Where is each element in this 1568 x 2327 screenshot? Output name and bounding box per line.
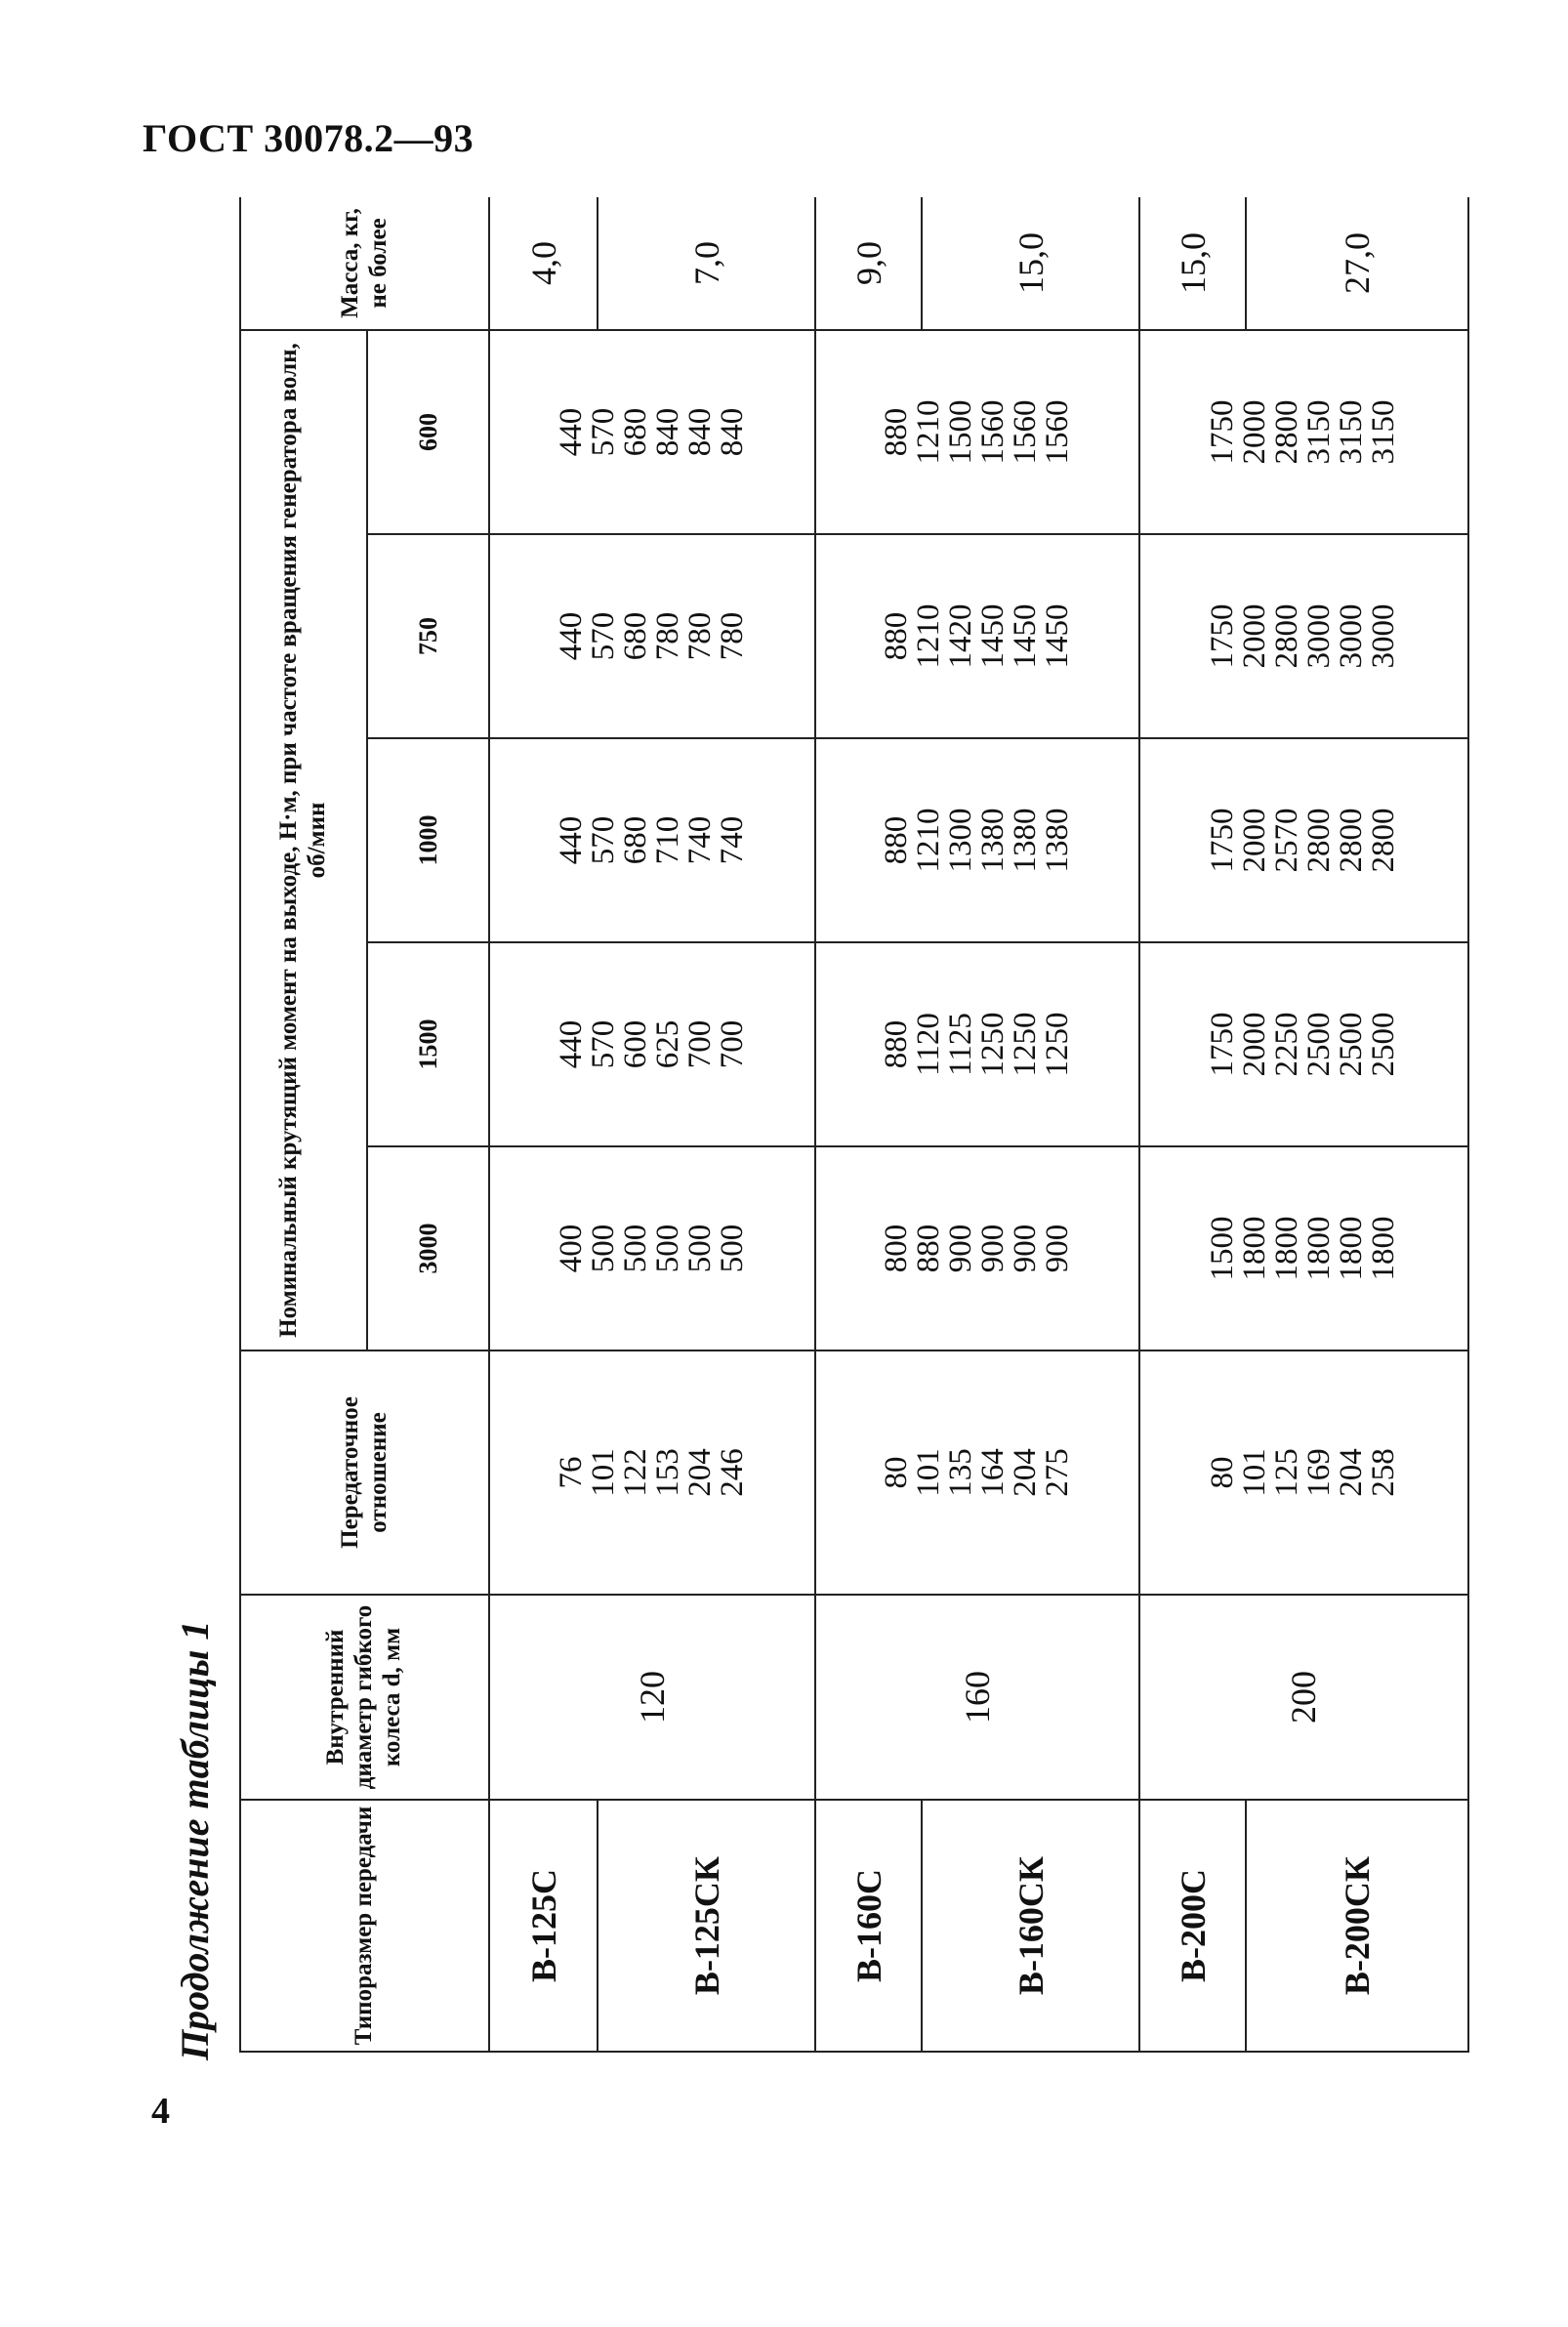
ratio-cell — [489, 1350, 815, 1595]
value: 570 — [585, 1019, 621, 1069]
data-table — [239, 197, 1469, 2053]
torque-cell — [489, 534, 815, 738]
value: 880 — [910, 1224, 946, 1273]
value: 2000 — [1237, 399, 1273, 465]
value: 1500 — [942, 399, 978, 465]
value: 1125 — [942, 1013, 978, 1076]
value: 3150 — [1334, 399, 1370, 465]
value: 1450 — [1007, 603, 1043, 669]
value: 3000 — [1366, 603, 1402, 669]
value: 570 — [585, 611, 621, 661]
value: 246 — [714, 1448, 750, 1497]
value: 125 — [1269, 1448, 1305, 1497]
mass-cell: 15,0 — [922, 197, 1139, 330]
header-speed-1500: 1500 — [367, 942, 489, 1146]
value: 2000 — [1237, 1012, 1273, 1077]
table-body — [489, 197, 1468, 2052]
torque-cell — [815, 534, 1139, 738]
value: 900 — [1007, 1224, 1043, 1273]
diameter-cell: 160 — [815, 1595, 1139, 1800]
value: 1800 — [1301, 1216, 1338, 1281]
value: 880 — [878, 815, 914, 865]
torque-cell — [815, 738, 1139, 942]
value: 1210 — [910, 399, 946, 465]
value: 440 — [553, 407, 589, 457]
value: 1300 — [942, 808, 978, 873]
value: 80 — [1205, 1456, 1241, 1489]
table-container — [239, 197, 1469, 2053]
value: 700 — [681, 1019, 718, 1069]
value: 1250 — [974, 1012, 1011, 1077]
value: 101 — [1237, 1448, 1273, 1497]
document-header: ГОСТ 30078.2—93 — [143, 116, 475, 160]
value: 840 — [714, 407, 750, 457]
value: 740 — [681, 815, 718, 865]
value: 1750 — [1205, 399, 1241, 465]
value: 570 — [585, 407, 621, 457]
page-number: 4 — [151, 2091, 170, 2132]
value: 204 — [681, 1448, 718, 1497]
value: 2570 — [1269, 808, 1305, 873]
value: 204 — [1007, 1448, 1043, 1497]
value: 800 — [878, 1224, 914, 1273]
value: 80 — [878, 1456, 914, 1489]
header-type: Типоразмер передачи — [240, 1800, 489, 2052]
value: 3150 — [1366, 399, 1402, 465]
mass-cell: 27,0 — [1246, 197, 1468, 330]
value: 1380 — [1039, 808, 1075, 873]
header-mass: Масса, кг, не более — [240, 197, 489, 330]
value: 169 — [1301, 1448, 1338, 1497]
torque-cell — [815, 942, 1139, 1146]
value: 500 — [585, 1224, 621, 1273]
value: 1250 — [1007, 1012, 1043, 1077]
value: 1250 — [1039, 1012, 1075, 1077]
value: 880 — [878, 611, 914, 661]
value: 1210 — [910, 808, 946, 873]
value: 880 — [878, 407, 914, 457]
value: 101 — [585, 1448, 621, 1497]
diameter-cell: 120 — [489, 1595, 815, 1800]
mass-cell: 4,0 — [489, 197, 598, 330]
value: 1750 — [1205, 808, 1241, 873]
value: 440 — [553, 815, 589, 865]
mass-cell: 9,0 — [815, 197, 922, 330]
value: 880 — [878, 1019, 914, 1069]
value: 1800 — [1334, 1216, 1370, 1281]
value: 258 — [1366, 1448, 1402, 1497]
value: 1750 — [1205, 1012, 1241, 1077]
header-speed-600: 600 — [367, 330, 489, 534]
value: 3000 — [1301, 603, 1338, 669]
table-row — [489, 197, 598, 2052]
value: 2500 — [1301, 1012, 1338, 1077]
value: 164 — [974, 1448, 1011, 1497]
value: 3000 — [1334, 603, 1370, 669]
torque-cell — [1139, 330, 1468, 534]
value: 2800 — [1269, 603, 1305, 669]
type-cell: В-160СК — [922, 1800, 1139, 2052]
torque-cell — [489, 942, 815, 1146]
value: 135 — [942, 1448, 978, 1497]
table-caption: Продолжение таблицы 1 — [173, 1620, 217, 2060]
mass-cell: 7,0 — [598, 197, 815, 330]
value: 204 — [1334, 1448, 1370, 1497]
value: 2800 — [1334, 808, 1370, 873]
torque-cell — [1139, 738, 1468, 942]
torque-cell — [1139, 1146, 1468, 1350]
value: 1800 — [1366, 1216, 1402, 1281]
value: 900 — [1039, 1224, 1075, 1273]
diameter-cell: 200 — [1139, 1595, 1468, 1800]
torque-cell — [1139, 942, 1468, 1146]
value: 1750 — [1205, 603, 1241, 669]
type-cell: В-125СК — [598, 1800, 815, 2052]
ratio-cell — [815, 1350, 1139, 1595]
table-row — [815, 197, 922, 2052]
torque-cell — [1139, 534, 1468, 738]
header-speed-750: 750 — [367, 534, 489, 738]
header-diameter: Внутренний диаметр гибкого колеса d, мм — [240, 1595, 489, 1800]
table-row — [1139, 197, 1246, 2052]
value: 1210 — [910, 603, 946, 669]
value: 600 — [617, 1019, 653, 1069]
value: 1560 — [1039, 399, 1075, 465]
value: 680 — [617, 815, 653, 865]
mass-cell: 15,0 — [1139, 197, 1246, 330]
torque-cell — [489, 330, 815, 534]
value: 1500 — [1205, 1216, 1241, 1281]
value: 2800 — [1301, 808, 1338, 873]
value: 625 — [649, 1019, 685, 1069]
value: 2000 — [1237, 603, 1273, 669]
value: 2800 — [1269, 399, 1305, 465]
value: 570 — [585, 815, 621, 865]
torque-cell — [489, 1146, 815, 1350]
ratio-cell — [1139, 1350, 1468, 1595]
value: 1450 — [974, 603, 1011, 669]
value: 780 — [649, 611, 685, 661]
value: 900 — [974, 1224, 1011, 1273]
value: 275 — [1039, 1448, 1075, 1497]
value: 1380 — [1007, 808, 1043, 873]
value: 1450 — [1039, 603, 1075, 669]
rotated-table — [239, 197, 1469, 2053]
value: 440 — [553, 1019, 589, 1069]
header-ratio: Передаточное отношение — [240, 1350, 489, 1595]
value: 500 — [649, 1224, 685, 1273]
value: 780 — [714, 611, 750, 661]
value: 1120 — [910, 1013, 946, 1076]
value: 710 — [649, 815, 685, 865]
torque-cell — [815, 330, 1139, 534]
value: 1560 — [974, 399, 1011, 465]
value: 840 — [649, 407, 685, 457]
value: 1560 — [1007, 399, 1043, 465]
type-cell: В-160С — [815, 1800, 922, 2052]
type-cell: В-200С — [1139, 1800, 1246, 2052]
value: 680 — [617, 407, 653, 457]
value: 700 — [714, 1019, 750, 1069]
value: 900 — [942, 1224, 978, 1273]
value: 1800 — [1269, 1216, 1305, 1281]
value: 500 — [617, 1224, 653, 1273]
type-cell: В-200СК — [1246, 1800, 1468, 2052]
value: 1800 — [1237, 1216, 1273, 1281]
value: 740 — [714, 815, 750, 865]
header-torque: Номинальный крутящий момент на выходе, Н·м, при частоте вращения генератора волн, об/мин — [240, 330, 367, 1350]
value: 440 — [553, 611, 589, 661]
header-speed-1000: 1000 — [367, 738, 489, 942]
header-speed-3000: 3000 — [367, 1146, 489, 1350]
value: 122 — [617, 1448, 653, 1497]
value: 3150 — [1301, 399, 1338, 465]
value: 1380 — [974, 808, 1011, 873]
value: 76 — [553, 1456, 589, 1489]
value: 101 — [910, 1448, 946, 1497]
value: 780 — [681, 611, 718, 661]
value: 2000 — [1237, 808, 1273, 873]
value: 2500 — [1334, 1012, 1370, 1077]
value: 153 — [649, 1448, 685, 1497]
value: 2250 — [1269, 1012, 1305, 1077]
value: 500 — [681, 1224, 718, 1273]
value: 680 — [617, 611, 653, 661]
value: 400 — [553, 1224, 589, 1273]
value: 2500 — [1366, 1012, 1402, 1077]
torque-cell — [815, 1146, 1139, 1350]
value: 840 — [681, 407, 718, 457]
torque-cell — [489, 738, 815, 942]
value: 2800 — [1366, 808, 1402, 873]
type-cell: В-125С — [489, 1800, 598, 2052]
value: 1420 — [942, 603, 978, 669]
value: 500 — [714, 1224, 750, 1273]
